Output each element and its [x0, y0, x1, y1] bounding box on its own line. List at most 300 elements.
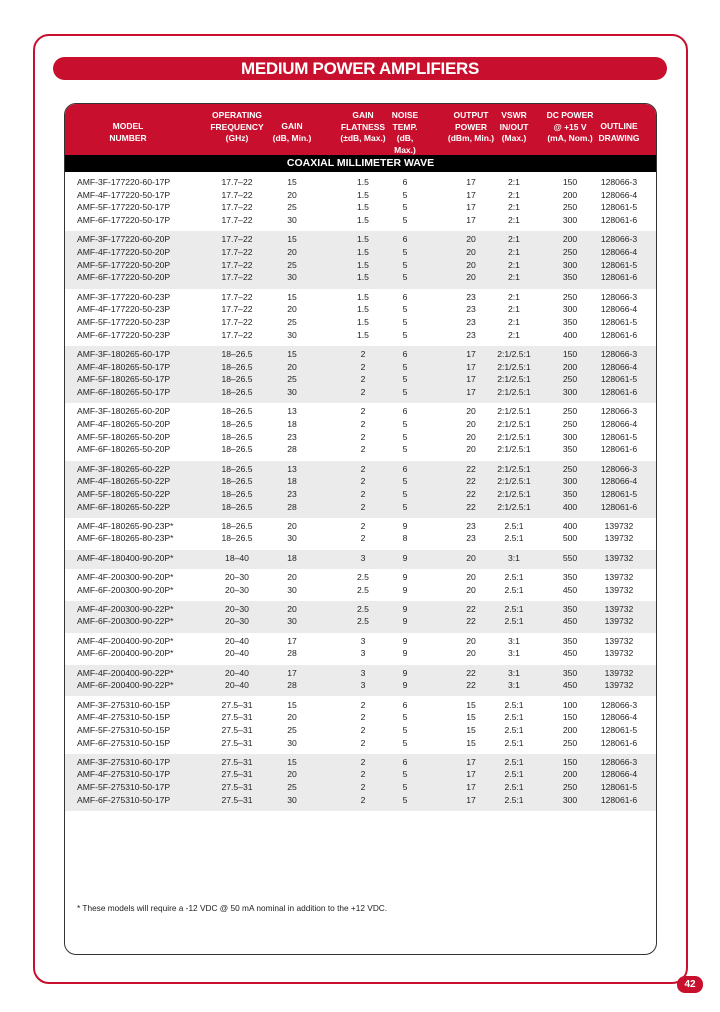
frequency: 20–30 [225, 616, 249, 627]
gain: 28 [287, 680, 297, 691]
table-row [65, 552, 656, 565]
frequency: 27.5–31 [221, 712, 253, 723]
outline-drawing: 128066-3 [600, 463, 638, 474]
outline-drawing: 139732 [604, 680, 634, 691]
table-group [65, 569, 656, 601]
gain: 20 [287, 571, 297, 582]
vswr: 2:1/2.5:1 [497, 418, 531, 429]
noise-temp: 5 [402, 476, 408, 487]
dc-power: 500 [562, 533, 578, 544]
vswr: 2:1 [508, 329, 520, 340]
table-row [65, 794, 656, 807]
frequency: 20–40 [225, 635, 249, 646]
gain: 20 [287, 361, 297, 372]
vswr: 3:1 [508, 648, 520, 659]
noise-temp: 9 [402, 635, 408, 646]
dc-power: 250 [562, 291, 578, 302]
output-power: 20 [466, 431, 476, 442]
model-number: AMF-6F-180265-50-17P [77, 386, 171, 397]
output-power: 20 [466, 635, 476, 646]
output-power: 17 [466, 386, 476, 397]
table-row [65, 214, 656, 227]
noise-temp: 5 [402, 259, 408, 270]
model-number: AMF-6F-177220-50-17P [77, 215, 171, 226]
table-group [65, 174, 656, 231]
model-number: AMF-6F-180265-50-22P [77, 501, 171, 512]
gain: 18 [287, 552, 297, 563]
dc-power: 350 [562, 444, 578, 455]
noise-temp: 5 [402, 712, 408, 723]
dc-power: 150 [562, 177, 578, 187]
noise-temp: 9 [402, 571, 408, 582]
outline-drawing: 128066-3 [600, 234, 638, 245]
model-number: AMF-5F-180265-50-22P [77, 488, 171, 499]
table-row [65, 443, 656, 456]
noise-temp: 5 [402, 316, 408, 327]
table-row [65, 316, 656, 329]
table-row [65, 756, 656, 769]
gain: 25 [287, 374, 297, 385]
output-power: 22 [466, 463, 476, 474]
noise-temp: 5 [402, 374, 408, 385]
model-number: AMF-5F-177220-50-20P [77, 259, 171, 270]
gain: 30 [287, 215, 297, 226]
gain-flatness: 2.5 [357, 616, 369, 627]
page-title: MEDIUM POWER AMPLIFIERS [53, 57, 667, 80]
output-power: 17 [466, 756, 476, 767]
section-subheader: COAXIAL MILLIMETER WAVE [65, 155, 656, 172]
model-number: AMF-4F-200300-90-22P* [77, 603, 174, 614]
gain-flatness: 1.5 [357, 246, 369, 257]
output-power: 23 [466, 329, 476, 340]
table-row [65, 361, 656, 374]
table-group [65, 346, 656, 403]
gain-flatness: 2.5 [357, 584, 369, 595]
vswr: 3:1 [508, 680, 520, 691]
table-group [65, 403, 656, 460]
outline-drawing: 128061-5 [600, 202, 638, 213]
output-power: 17 [466, 794, 476, 805]
noise-temp: 5 [402, 418, 408, 429]
model-number: AMF-6F-180265-50-20P [77, 444, 171, 455]
table-row [65, 475, 656, 488]
gain: 15 [287, 348, 297, 359]
frequency: 18–26.5 [221, 374, 253, 385]
table-row [65, 635, 656, 648]
gain: 20 [287, 304, 297, 315]
gain-flatness: 3 [360, 552, 366, 563]
output-power: 20 [466, 584, 476, 595]
outline-drawing: 128066-4 [600, 769, 638, 780]
gain: 20 [287, 520, 297, 531]
gain: 20 [287, 603, 297, 614]
outline-drawing: 128061-6 [600, 329, 638, 340]
model-number: AMF-6F-275310-50-17P [77, 794, 171, 805]
gain: 20 [287, 246, 297, 257]
outline-drawing: 128066-4 [600, 246, 638, 257]
gain: 13 [287, 406, 297, 417]
model-number: AMF-6F-200300-90-20P* [77, 584, 174, 595]
outline-drawing: 128061-6 [600, 501, 638, 512]
dc-power: 250 [562, 737, 578, 748]
page-number: 42 [677, 976, 703, 993]
table-row [65, 737, 656, 750]
table-row [65, 291, 656, 304]
noise-temp: 8 [402, 533, 408, 544]
dc-power: 100 [562, 699, 578, 710]
table-row [65, 603, 656, 616]
dc-power: 450 [562, 584, 578, 595]
noise-temp: 5 [402, 386, 408, 397]
gain: 25 [287, 316, 297, 327]
table-row [65, 724, 656, 737]
frequency: 18–26.5 [221, 386, 253, 397]
outline-drawing: 128061-6 [600, 737, 638, 748]
dc-power: 350 [562, 603, 578, 614]
model-number: AMF-5F-275310-50-17P [77, 782, 171, 793]
gain: 30 [287, 272, 297, 283]
noise-temp: 5 [402, 737, 408, 748]
frequency: 17.7–22 [221, 291, 253, 302]
noise-temp: 9 [402, 680, 408, 691]
dc-power: 550 [562, 552, 578, 563]
vswr: 2:1/2.5:1 [497, 444, 531, 455]
gain-flatness: 1.5 [357, 316, 369, 327]
outline-drawing: 139732 [604, 520, 634, 531]
vswr: 2:1 [508, 259, 520, 270]
dc-power: 200 [562, 234, 578, 245]
table-row [65, 679, 656, 692]
frequency: 20–30 [225, 603, 249, 614]
vswr: 2.5:1 [504, 782, 524, 793]
frequency: 17.7–22 [221, 234, 253, 245]
vswr: 3:1 [508, 635, 520, 646]
noise-temp: 5 [402, 444, 408, 455]
frequency: 18–40 [225, 552, 249, 563]
gain-flatness: 2 [360, 418, 366, 429]
output-power: 23 [466, 533, 476, 544]
vswr: 2.5:1 [504, 756, 524, 767]
frequency: 17.7–22 [221, 316, 253, 327]
vswr: 3:1 [508, 552, 520, 563]
output-power: 15 [466, 712, 476, 723]
footnote: * These models will require a -12 VDC @ 50 mA nominal in addition to the +12 VDC. [77, 903, 388, 913]
frequency: 27.5–31 [221, 782, 253, 793]
output-power: 20 [466, 552, 476, 563]
model-number: AMF-4F-275310-50-15P [77, 712, 171, 723]
col-dc-power-header: DC POWER @ +15 V (mA, Nom.) [546, 110, 594, 143]
model-number: AMF-6F-177220-50-20P [77, 272, 171, 283]
noise-temp: 5 [402, 246, 408, 257]
noise-temp: 5 [402, 488, 408, 499]
vswr: 2.5:1 [504, 603, 524, 614]
frequency: 18–26.5 [221, 348, 253, 359]
output-power: 20 [466, 246, 476, 257]
table-row [65, 781, 656, 794]
outline-drawing: 128061-6 [600, 215, 638, 226]
gain-flatness: 2 [360, 501, 366, 512]
model-number: AMF-4F-177220-50-20P [77, 246, 171, 257]
table-row [65, 189, 656, 202]
noise-temp: 5 [402, 431, 408, 442]
col-output-header: OUTPUT POWER (dBm, Min.) [447, 110, 495, 143]
table-row [65, 233, 656, 246]
outline-drawing: 128061-5 [600, 782, 638, 793]
gain: 30 [287, 584, 297, 595]
frequency: 17.7–22 [221, 329, 253, 340]
output-power: 22 [466, 680, 476, 691]
frequency: 17.7–22 [221, 215, 253, 226]
table-row [65, 463, 656, 476]
noise-temp: 6 [402, 348, 408, 359]
dc-power: 300 [562, 431, 578, 442]
gain: 18 [287, 418, 297, 429]
noise-temp: 5 [402, 272, 408, 283]
noise-temp: 6 [402, 177, 408, 187]
table-header [65, 104, 656, 155]
model-number: AMF-4F-200300-90-20P* [77, 571, 174, 582]
outline-drawing: 128061-5 [600, 259, 638, 270]
model-number: AMF-3F-180265-60-17P [77, 348, 171, 359]
noise-temp: 5 [402, 782, 408, 793]
frequency: 18–26.5 [221, 406, 253, 417]
col-gain-header: GAIN (dB, Min.) [272, 121, 312, 143]
outline-drawing: 128066-4 [600, 712, 638, 723]
frequency: 18–26.5 [221, 488, 253, 499]
noise-temp: 5 [402, 189, 408, 200]
frequency: 18–26.5 [221, 444, 253, 455]
table-group [65, 633, 656, 665]
gain: 30 [287, 794, 297, 805]
gain: 20 [287, 712, 297, 723]
dc-power: 250 [562, 406, 578, 417]
dc-power: 150 [562, 712, 578, 723]
gain-flatness: 2 [360, 488, 366, 499]
spec-table [64, 103, 657, 955]
vswr: 2:1 [508, 177, 520, 187]
output-power: 20 [466, 234, 476, 245]
gain-flatness: 2 [360, 406, 366, 417]
frequency: 18–26.5 [221, 418, 253, 429]
vswr: 2.5:1 [504, 794, 524, 805]
vswr: 2:1/2.5:1 [497, 463, 531, 474]
model-number: AMF-5F-180265-50-17P [77, 374, 171, 385]
table-row [65, 373, 656, 386]
gain-flatness: 2 [360, 724, 366, 735]
frequency: 20–30 [225, 571, 249, 582]
model-number: AMF-4F-177220-50-17P [77, 189, 171, 200]
noise-temp: 6 [402, 406, 408, 417]
outline-drawing: 128066-3 [600, 756, 638, 767]
model-number: AMF-3F-177220-60-20P [77, 234, 171, 245]
output-power: 15 [466, 724, 476, 735]
table-row [65, 667, 656, 680]
table-group [65, 754, 656, 811]
frequency: 18–26.5 [221, 463, 253, 474]
outline-drawing: 128061-5 [600, 374, 638, 385]
vswr: 2.5:1 [504, 584, 524, 595]
gain: 23 [287, 488, 297, 499]
dc-power: 250 [562, 374, 578, 385]
gain: 25 [287, 259, 297, 270]
model-number: AMF-4F-200400-90-22P* [77, 667, 174, 678]
frequency: 17.7–22 [221, 189, 253, 200]
frequency: 17.7–22 [221, 177, 253, 187]
gain-flatness: 2 [360, 431, 366, 442]
model-number: AMF-6F-200300-90-22P* [77, 616, 174, 627]
gain-flatness: 1.5 [357, 177, 369, 187]
table-row [65, 768, 656, 781]
dc-power: 400 [562, 329, 578, 340]
gain-flatness: 1.5 [357, 304, 369, 315]
vswr: 2.5:1 [504, 616, 524, 627]
gain-flatness: 3 [360, 680, 366, 691]
gain-flatness: 2.5 [357, 603, 369, 614]
gain: 15 [287, 756, 297, 767]
gain: 30 [287, 329, 297, 340]
frequency: 27.5–31 [221, 724, 253, 735]
model-number: AMF-3F-275310-60-15P [77, 699, 171, 710]
dc-power: 350 [562, 635, 578, 646]
gain-flatness: 2 [360, 520, 366, 531]
outline-drawing: 128066-4 [600, 418, 638, 429]
output-power: 15 [466, 699, 476, 710]
frequency: 27.5–31 [221, 756, 253, 767]
output-power: 22 [466, 476, 476, 487]
model-number: AMF-4F-180265-50-17P [77, 361, 171, 372]
gain-flatness: 1.5 [357, 291, 369, 302]
output-power: 17 [466, 361, 476, 372]
table-row [65, 488, 656, 501]
table-row [65, 647, 656, 660]
gain-flatness: 2 [360, 782, 366, 793]
model-number: AMF-6F-200400-90-22P* [77, 680, 174, 691]
outline-drawing: 128061-6 [600, 794, 638, 805]
noise-temp: 9 [402, 520, 408, 531]
frequency: 27.5–31 [221, 699, 253, 710]
outline-drawing: 128066-4 [600, 476, 638, 487]
dc-power: 350 [562, 316, 578, 327]
table-row [65, 615, 656, 628]
table-row [65, 329, 656, 342]
outline-drawing: 128066-3 [600, 291, 638, 302]
output-power: 15 [466, 737, 476, 748]
table-group [65, 518, 656, 550]
output-power: 22 [466, 616, 476, 627]
dc-power: 350 [562, 571, 578, 582]
frequency: 27.5–31 [221, 737, 253, 748]
table-row [65, 246, 656, 259]
dc-power: 350 [562, 667, 578, 678]
table-row [65, 348, 656, 361]
outline-drawing: 139732 [604, 552, 634, 563]
gain: 28 [287, 444, 297, 455]
table-group [65, 601, 656, 633]
dc-power: 300 [562, 259, 578, 270]
vswr: 2:1 [508, 202, 520, 213]
model-number: AMF-3F-275310-60-17P [77, 756, 171, 767]
output-power: 23 [466, 291, 476, 302]
vswr: 2.5:1 [504, 712, 524, 723]
table-row [65, 699, 656, 712]
outline-drawing: 139732 [604, 584, 634, 595]
vswr: 3:1 [508, 667, 520, 678]
outline-drawing: 128066-3 [600, 348, 638, 359]
vswr: 2:1/2.5:1 [497, 431, 531, 442]
dc-power: 300 [562, 304, 578, 315]
dc-power: 250 [562, 782, 578, 793]
model-number: AMF-4F-177220-50-23P [77, 304, 171, 315]
output-power: 20 [466, 571, 476, 582]
outline-drawing: 139732 [604, 571, 634, 582]
gain-flatness: 2 [360, 737, 366, 748]
noise-temp: 9 [402, 616, 408, 627]
output-power: 23 [466, 316, 476, 327]
model-number: AMF-4F-275310-50-17P [77, 769, 171, 780]
vswr: 2.5:1 [504, 724, 524, 735]
gain: 13 [287, 463, 297, 474]
outline-drawing: 139732 [604, 635, 634, 646]
table-row [65, 501, 656, 514]
vswr: 2:1 [508, 189, 520, 200]
table-group [65, 231, 656, 288]
gain-flatness: 3 [360, 635, 366, 646]
table-group [65, 289, 656, 346]
gain: 25 [287, 724, 297, 735]
gain: 20 [287, 769, 297, 780]
dc-power: 300 [562, 476, 578, 487]
model-number: AMF-5F-180265-50-20P [77, 431, 171, 442]
gain-flatness: 2 [360, 699, 366, 710]
gain-flatness: 2 [360, 374, 366, 385]
vswr: 2:1/2.5:1 [497, 361, 531, 372]
vswr: 2:1 [508, 272, 520, 283]
dc-power: 300 [562, 386, 578, 397]
table-group [65, 665, 656, 697]
gain: 30 [287, 616, 297, 627]
dc-power: 250 [562, 418, 578, 429]
dc-power: 450 [562, 616, 578, 627]
gain: 15 [287, 699, 297, 710]
noise-temp: 5 [402, 794, 408, 805]
vswr: 2.5:1 [504, 769, 524, 780]
outline-drawing: 128066-4 [600, 189, 638, 200]
output-power: 17 [466, 177, 476, 187]
outline-drawing: 139732 [604, 667, 634, 678]
output-power: 22 [466, 501, 476, 512]
outline-drawing: 139732 [604, 648, 634, 659]
model-number: AMF-5F-177220-50-23P [77, 316, 171, 327]
gain-flatness: 3 [360, 648, 366, 659]
output-power: 22 [466, 603, 476, 614]
model-number: AMF-6F-200400-90-20P* [77, 648, 174, 659]
dc-power: 400 [562, 520, 578, 531]
output-power: 20 [466, 259, 476, 270]
table-row [65, 386, 656, 399]
table-row [65, 584, 656, 597]
model-number: AMF-3F-180265-60-22P [77, 463, 171, 474]
model-number: AMF-6F-177220-50-23P [77, 329, 171, 340]
gain: 30 [287, 533, 297, 544]
gain: 28 [287, 648, 297, 659]
gain: 30 [287, 386, 297, 397]
dc-power: 250 [562, 202, 578, 213]
frequency: 17.7–22 [221, 259, 253, 270]
col-frequency-header: OPERATING FREQUENCY (GHz) [210, 110, 264, 143]
vswr: 2:1/2.5:1 [497, 476, 531, 487]
dc-power: 200 [562, 724, 578, 735]
dc-power: 200 [562, 189, 578, 200]
